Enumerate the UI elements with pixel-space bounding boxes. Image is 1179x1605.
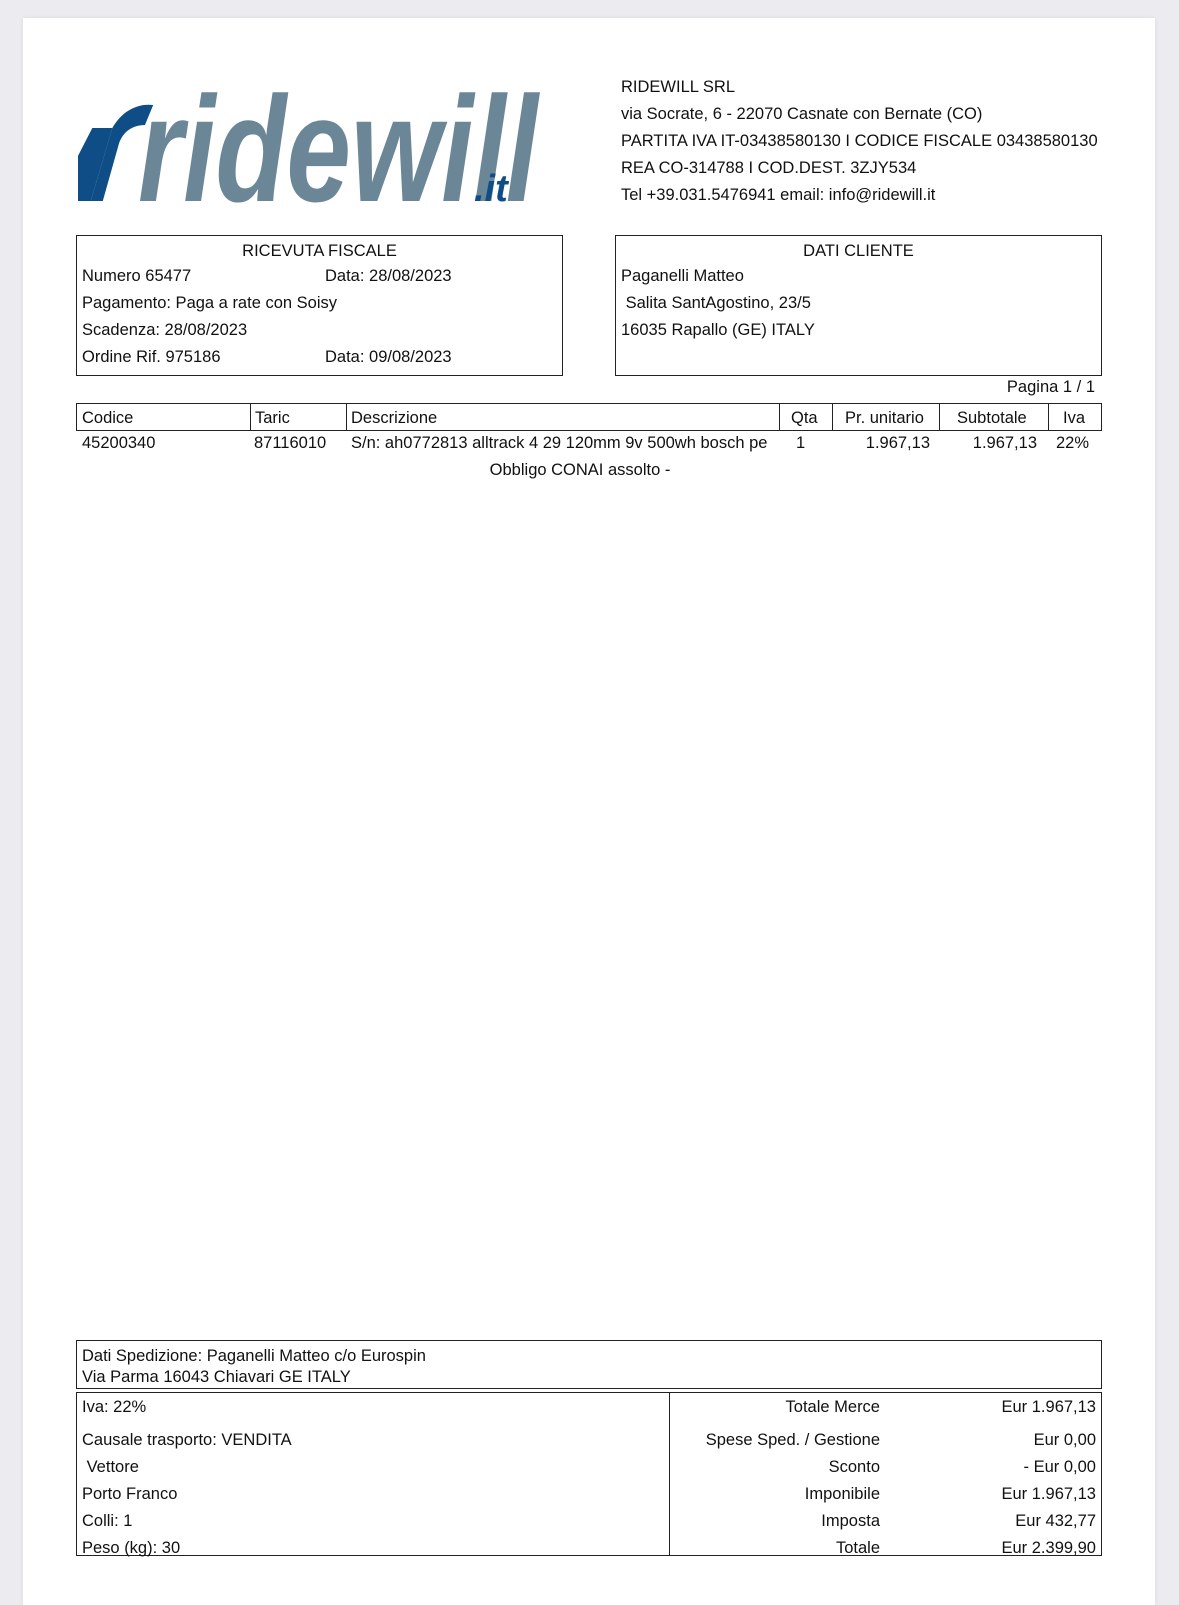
- items-table-header: [76, 403, 1102, 431]
- header-prezzo: Pr. unitario: [845, 409, 924, 427]
- ridewill-logo: [78, 73, 564, 205]
- logo-suffix: .it: [474, 168, 508, 205]
- customer-title: DATI CLIENTE: [803, 242, 914, 260]
- company-rea: REA CO-314788 I COD.DEST. 3ZJY534: [621, 159, 917, 177]
- receipt-number: Numero 65477: [82, 267, 192, 285]
- detail-peso: Peso (kg): 30: [82, 1539, 181, 1557]
- receipt-order-date: Data: 09/08/2023: [325, 348, 452, 366]
- company-contact: Tel +39.031.5476941 email: info@ridewill.it: [621, 186, 936, 204]
- customer-name: Paganelli Matteo: [621, 267, 744, 285]
- pagination: Pagina 1 / 1: [1006, 378, 1095, 396]
- row-taric: 87116010: [254, 434, 327, 452]
- detail-colli: Colli: 1: [82, 1512, 133, 1530]
- customer-street: Salita SantAgostino, 23/5: [621, 294, 811, 312]
- header-iva: Iva: [1063, 409, 1086, 427]
- company-address: via Socrate, 6 - 22070 Casnate con Bernate (CO): [621, 105, 983, 123]
- totals-divider: [669, 1392, 670, 1556]
- row-descrizione: S/n: ah0772813 alltrack 4 29 120mm 9v 500wh bosch pe: [351, 434, 768, 452]
- row-prezzo: 1.967,13: [865, 434, 930, 452]
- customer-city: 16035 Rapallo (GE) ITALY: [621, 321, 815, 339]
- receipt-due-date: Scadenza: 28/08/2023: [82, 321, 248, 339]
- shipping-line-1: Dati Spedizione: Paganelli Matteo c/o Eurospin: [82, 1347, 426, 1365]
- header-descrizione: Descrizione: [351, 409, 438, 427]
- row-codice: 45200340: [82, 434, 156, 452]
- col-separator: [346, 404, 347, 430]
- totale-label: Totale: [835, 1539, 880, 1557]
- receipt-date: Data: 28/08/2023: [325, 267, 452, 285]
- imposta-value: Eur 432,77: [1015, 1512, 1096, 1530]
- sconto-label: Sconto: [828, 1458, 880, 1476]
- header-subtotale: Subtotale: [957, 409, 1027, 427]
- col-separator: [939, 404, 940, 430]
- receipt-title: RICEVUTA FISCALE: [242, 242, 397, 260]
- detail-causale: Causale trasporto: VENDITA: [82, 1431, 292, 1449]
- header-taric: Taric: [255, 409, 290, 427]
- col-separator: [1048, 404, 1049, 430]
- logo-text: ridewill: [138, 73, 541, 205]
- imposta-label: Imposta: [821, 1512, 880, 1530]
- receipt-payment: Pagamento: Paga a rate con Soisy: [82, 294, 337, 312]
- company-tax-ids: PARTITA IVA IT-03438580130 I CODICE FISCALE 03438580130: [621, 132, 1098, 150]
- receipt-order-ref: Ordine Rif. 975186: [82, 348, 221, 366]
- imponibile-value: Eur 1.967,13: [1001, 1485, 1096, 1503]
- detail-vettore: Vettore: [82, 1458, 139, 1476]
- sconto-value: - Eur 0,00: [1023, 1458, 1096, 1476]
- spese-label: Spese Sped. / Gestione: [705, 1431, 880, 1449]
- row-subtotale: 1.967,13: [972, 434, 1037, 452]
- detail-porto: Porto Franco: [82, 1485, 178, 1503]
- col-separator: [832, 404, 833, 430]
- row-qta: 1: [796, 434, 806, 452]
- shipping-line-2: Via Parma 16043 Chiavari GE ITALY: [82, 1368, 351, 1386]
- totale-value: Eur 2.399,90: [1001, 1539, 1096, 1557]
- totale-merce-label: Totale Merce: [785, 1398, 880, 1416]
- company-name: RIDEWILL SRL: [621, 78, 736, 96]
- col-separator: [250, 404, 251, 430]
- detail-iva: Iva: 22%: [82, 1398, 147, 1416]
- imponibile-label: Imponibile: [804, 1485, 880, 1503]
- row-iva: 22%: [1056, 434, 1090, 452]
- totale-merce-value: Eur 1.967,13: [1001, 1398, 1096, 1416]
- spese-value: Eur 0,00: [1033, 1431, 1096, 1449]
- conai-note: Obbligo CONAI assolto -: [489, 461, 671, 479]
- col-separator: [779, 404, 780, 430]
- header-codice: Codice: [82, 409, 134, 427]
- header-qta: Qta: [791, 409, 818, 427]
